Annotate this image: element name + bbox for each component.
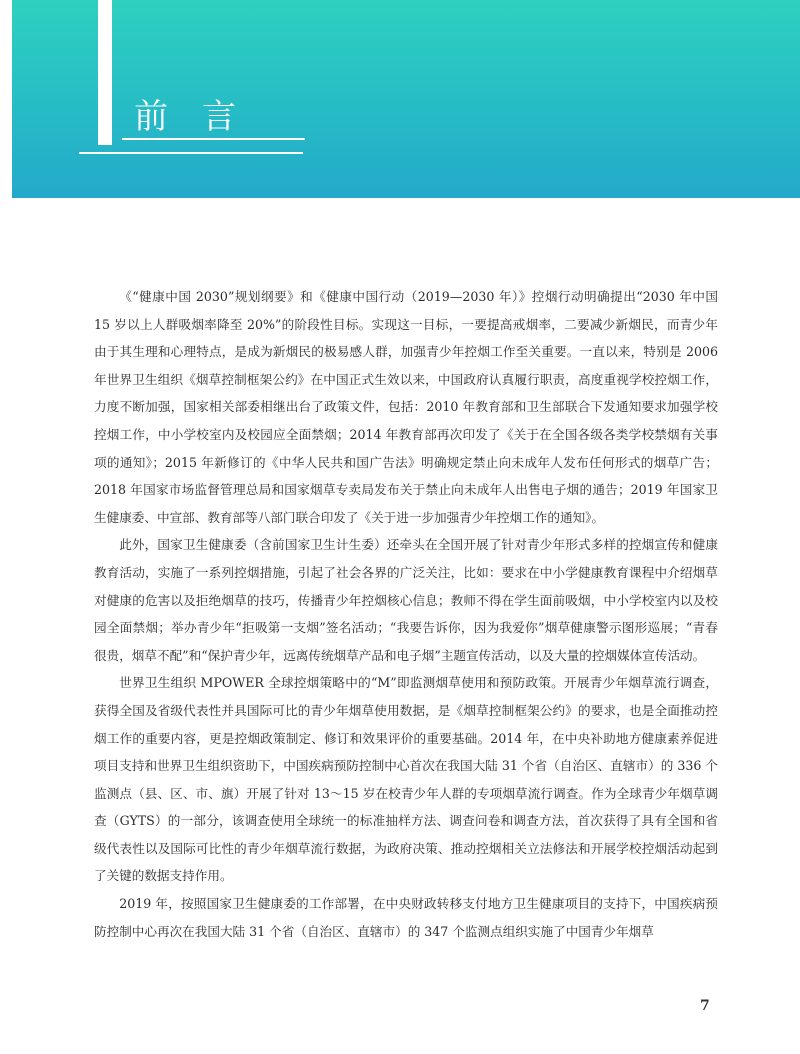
paragraph: 《“健康中国 2030”规划纲要》和《健康中国行动（2019—2030 年）》控烟行动明确提出“2030 年中国 15 岁以上人群吸烟率降至 20%”的阶段性目标。实现这一目标，一要提高戒烟率，二要减少新烟民，而青少年由于其生理和心理特点，是成为新烟民的极易感人群，加强青少年控烟工作至关重要。一直以来，特别是 2006 年世界卫生组织《烟草控制框架公约》在中国正式生效以来，中国政府认真履行职责，高度重视学校控烟工作，力度不断加强，国家相关部委相继出台了政策文件，包括：2010 年教育部和卫生部联合下发通知要求加强学校控烟工作，中小学校室内及校园应全面禁烟；2014 年教育部再次印发了《关于在全国各级各类学校禁烟有关事项的通知》；2015 年新修订的《中华人民共和国广告法》明确规定禁止向未成年人发布任何形式的烟草广告；2018 年国家市场监督管理总局和国家烟草专卖局发布关于禁止向未成年人出售电子烟的通告；2019 年国家卫生健康委、中宣部、教育部等八部门联合印发了《关于进一步加强青少年控烟工作的通知》。 (94, 289, 718, 525)
page-title: 前言 (134, 97, 270, 137)
header-banner (12, 0, 800, 198)
paragraph: 2019 年，按照国家卫生健康委的工作部署，在中央财政转移支付地方卫生健康项目的支持下，中国疾病预防控制中心再次在我国大陆 31 个省（自治区、直辖市）的 347 个监测点组织实施了中国青少年烟草 (94, 896, 718, 939)
decorative-line (79, 152, 303, 154)
paragraph: 世界卫生组织 MPOWER 全球控烟策略中的“M”即监测烟草使用和预防政策。开展青少年烟草流行调查，获得全国及省级代表性并具国际可比的青少年烟草使用数据，是《烟草控制框架公约》的要求，也是全面推动控烟工作的重要内容，更是控烟政策制定、修订和效果评价的重要基础。2014 年，在中央补助地方健康素养促进项目支持和世界卫生组织资助下，中国疾病预防控制中心首次在我国大陆 31 个省（自治区、直辖市）的 336 个监测点（县、区、市、旗）开展了针对 13～15 岁在校青少年人群的专项烟草流行调查。作为全球青少年烟草调查（GYTS）的一部分，该调查使用全球统一的标准抽样方法、调查问卷和调查方法，首次获得了具有全国和省级代表性以及国际可比性的青少年烟草流行数据，为政府决策、推动控烟相关立法修法和开展学校控烟活动起到了关键的数据支持作用。 (94, 675, 718, 884)
paragraph: 此外，国家卫生健康委（含前国家卫生计生委）还牵头在全国开展了针对青少年形式多样的控烟宣传和健康教育活动，实施了一系列控烟措施，引起了社会各界的广泛关注，比如：要求在中小学健康教育课程中介绍烟草对健康的危害以及拒绝烟草的技巧，传播青少年控烟核心信息；教师不得在学生面前吸烟，中小学校室内以及校园全面禁烟；举办青少年“拒吸第一支烟”签名活动；“我要告诉你，因为我爱你”烟草健康警示图形巡展；“青春很贵，烟草不配”和“保护青少年，远离传统烟草产品和电子烟”主题宣传活动，以及大量的控烟媒体宣传活动。 (94, 537, 718, 663)
decorative-line (122, 138, 305, 140)
decorative-vertical-bar (98, 0, 112, 145)
page-number: 7 (700, 998, 710, 1014)
body-text (94, 283, 718, 945)
